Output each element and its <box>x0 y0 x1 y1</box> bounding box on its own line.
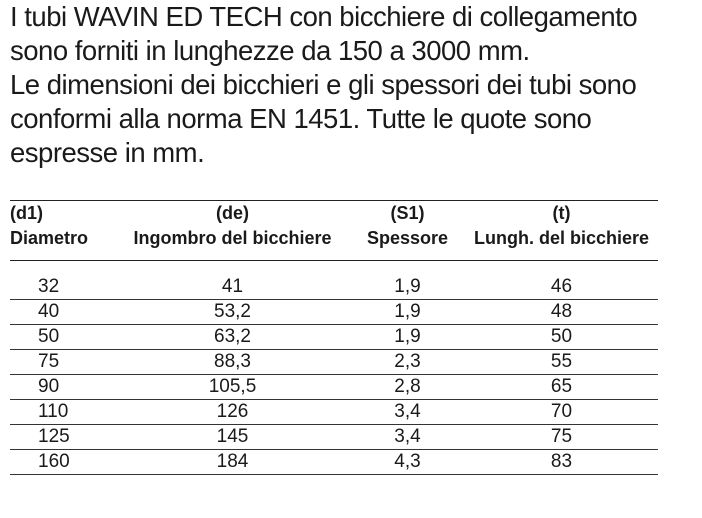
header-ingombro <box>115 201 350 261</box>
header-label: Lungh. del bicchiere <box>473 228 650 248</box>
table-row <box>10 350 658 375</box>
header-label: Spessore <box>366 228 449 248</box>
cell-spessore: 1,9 <box>394 276 421 297</box>
table-row <box>10 261 658 300</box>
cell-lunghezza: 46 <box>550 276 573 297</box>
cell-diametro: 110 <box>38 401 69 422</box>
cell-lunghezza: 48 <box>550 301 573 322</box>
cell-spessore: 3,4 <box>394 401 421 422</box>
cell-diametro: 90 <box>38 376 60 397</box>
table-header <box>10 201 658 261</box>
cell-diametro: 125 <box>38 426 70 447</box>
cell-ingombro: 105,5 <box>208 376 257 397</box>
table-row <box>10 375 658 400</box>
cell-spessore: 2,8 <box>394 376 421 397</box>
header-label: Ingombro del bicchiere <box>133 228 332 248</box>
cell-spessore: 2,3 <box>394 351 421 372</box>
cell-diametro: 32 <box>38 276 60 297</box>
cell-diametro: 40 <box>38 301 60 322</box>
header-row <box>10 201 658 261</box>
intro-text <box>10 0 698 170</box>
header-lunghezza <box>465 201 658 261</box>
cell-spessore: 4,3 <box>394 451 421 472</box>
table-body <box>10 261 658 475</box>
header-spessore <box>350 201 465 261</box>
cell-spessore: 3,4 <box>394 426 421 447</box>
cell-ingombro: 184 <box>216 451 249 472</box>
cell-ingombro: 145 <box>216 426 249 447</box>
cell-spessore: 1,9 <box>394 301 421 322</box>
table-row <box>10 400 658 425</box>
header-label: Diametro <box>10 228 89 248</box>
cell-lunghezza: 55 <box>550 351 573 372</box>
cell-diametro: 50 <box>38 326 60 347</box>
header-code: (d1) <box>10 203 43 223</box>
cell-lunghezza: 83 <box>550 451 573 472</box>
cell-ingombro: 53,2 <box>214 301 251 322</box>
cell-ingombro: 88,3 <box>214 351 251 372</box>
intro-paragraph-1: I tubi WAVIN ED TECH con bicchiere di collegamento sono forniti in lunghezze da 150 a 3000 mm. <box>10 1 638 66</box>
header-code: (de) <box>216 203 249 223</box>
header-diametro <box>10 201 115 261</box>
dimensions-table <box>10 200 658 475</box>
cell-ingombro: 126 <box>216 401 249 422</box>
cell-lunghezza: 75 <box>550 426 573 447</box>
header-code: (t) <box>552 203 571 223</box>
table-row <box>10 325 658 350</box>
table-row <box>10 425 658 450</box>
cell-spessore: 1,9 <box>394 326 421 347</box>
cell-ingombro: 63,2 <box>214 326 251 347</box>
table-row <box>10 300 658 325</box>
intro-paragraph-2: Le dimensioni dei bicchieri e gli spessori dei tubi sono conformi alla norma EN 1451. Tutte le quote sono espresse in mm. <box>10 69 637 168</box>
cell-lunghezza: 70 <box>550 401 573 422</box>
table-row <box>10 450 658 475</box>
cell-diametro: 75 <box>38 351 60 372</box>
header-code: (S1) <box>390 203 425 223</box>
cell-lunghezza: 65 <box>550 376 573 397</box>
cell-lunghezza: 50 <box>550 326 573 347</box>
cell-diametro: 160 <box>38 451 70 472</box>
cell-ingombro: 41 <box>221 276 244 297</box>
